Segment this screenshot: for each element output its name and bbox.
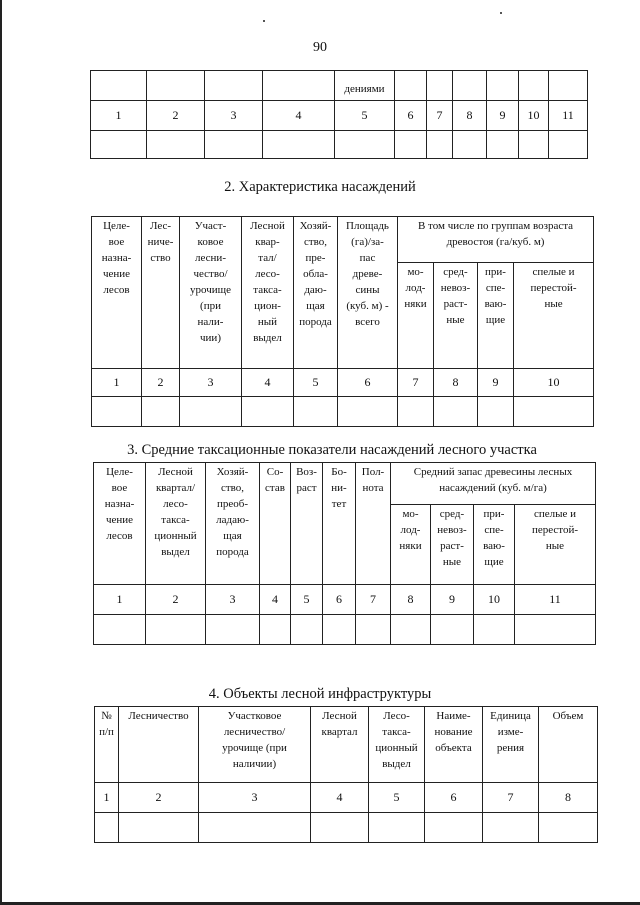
header-forestry: Лес- ниче- ство [142, 217, 180, 369]
header-object-name: Наиме- нование объекта [425, 707, 483, 783]
data-cell [260, 615, 291, 645]
table-3-taxation-indicators [93, 462, 596, 645]
header-volume: Объем [539, 707, 598, 783]
column-number: 6 [338, 369, 398, 397]
column-number: 9 [487, 101, 519, 131]
header-district-forestry: Участковое лесничество/ урочище (при наличии) [199, 707, 311, 783]
section-2-title: 2. Характеристика насаждений [224, 179, 416, 195]
header-cell [427, 71, 453, 101]
table-row-numbers [91, 101, 588, 131]
table-row-numbers [95, 783, 598, 813]
data-cell [146, 615, 206, 645]
header-density: Пол- нота [356, 463, 391, 585]
header-mature: спелые и перестой- ные [514, 263, 594, 369]
data-cell [291, 615, 323, 645]
data-cell [263, 131, 335, 159]
column-number: 4 [311, 783, 369, 813]
column-number: 1 [92, 369, 142, 397]
scan-speck [500, 12, 502, 14]
data-cell [427, 131, 453, 159]
data-cell [398, 397, 434, 427]
column-number: 1 [91, 101, 147, 131]
data-cell [519, 131, 549, 159]
header-ripening: при- спе- ваю- щие [478, 263, 514, 369]
header-young: мо- лод- няки [398, 263, 434, 369]
column-number: 6 [425, 783, 483, 813]
data-cell [91, 131, 147, 159]
data-cell [515, 615, 596, 645]
header-quarter: Лесной квартал [311, 707, 369, 783]
table-row-empty [95, 813, 598, 843]
column-number: 8 [391, 585, 431, 615]
header-average-stock: Средний запас древесины лесных насаждений (куб. м/га) [391, 463, 596, 505]
column-number: 8 [539, 783, 598, 813]
header-cell [487, 71, 519, 101]
column-number: 3 [206, 585, 260, 615]
column-number: 3 [180, 369, 242, 397]
column-number: 10 [514, 369, 594, 397]
column-number: 4 [263, 101, 335, 131]
data-cell [205, 131, 263, 159]
section-3-title: 3. Средние таксационные показатели насаждений лесного участка [127, 442, 537, 458]
column-number: 8 [453, 101, 487, 131]
data-cell [311, 813, 369, 843]
page-number: 90 [313, 40, 327, 55]
header-taxation-unit: Лесо- такса- ционный выдел [369, 707, 425, 783]
data-cell [425, 813, 483, 843]
data-cell [142, 397, 180, 427]
data-cell [94, 615, 146, 645]
header-cell [395, 71, 427, 101]
header-age: Воз- раст [291, 463, 323, 585]
data-cell [478, 397, 514, 427]
table-4-infrastructure [94, 706, 598, 843]
header-ripening: при- спе- ваю- щие [474, 505, 515, 585]
data-cell [323, 615, 356, 645]
header-target-purpose: Целе- вое назна- чение лесов [92, 217, 142, 369]
header-quarter: Лесной квартал/ лесо- такса- ционный выдел [146, 463, 206, 585]
column-number: 5 [369, 783, 425, 813]
header-composition: Со- став [260, 463, 291, 585]
column-number: 3 [199, 783, 311, 813]
table-row-empty [94, 615, 596, 645]
header-cell [549, 71, 588, 101]
header-target-purpose: Целе- вое назна- чение лесов [94, 463, 146, 585]
column-number: 7 [356, 585, 391, 615]
header-number: № п/п [95, 707, 119, 783]
column-number: 7 [427, 101, 453, 131]
data-cell [294, 397, 338, 427]
data-cell [242, 397, 294, 427]
header-cell [205, 71, 263, 101]
column-number: 11 [515, 585, 596, 615]
data-cell [487, 131, 519, 159]
section-4-title: 4. Объекты лесной инфраструктуры [208, 686, 432, 702]
column-number: 4 [242, 369, 294, 397]
column-number: 6 [323, 585, 356, 615]
column-number: 2 [119, 783, 199, 813]
table-row-numbers [92, 369, 594, 397]
data-cell [92, 397, 142, 427]
column-number: 8 [434, 369, 478, 397]
data-cell [199, 813, 311, 843]
header-cell [147, 71, 205, 101]
header-cell [519, 71, 549, 101]
data-cell [434, 397, 478, 427]
data-cell [356, 615, 391, 645]
table-1-continuation [90, 70, 588, 159]
table-row-empty [91, 131, 588, 159]
header-young: мо- лод- няки [391, 505, 431, 585]
column-number: 5 [335, 101, 395, 131]
header-species: Хозяй- ство, пре- обла- даю- щая порода [294, 217, 338, 369]
column-number: 9 [478, 369, 514, 397]
column-number: 5 [291, 585, 323, 615]
data-cell [395, 131, 427, 159]
header-mature: спелые и перестой- ные [515, 505, 596, 585]
data-cell [483, 813, 539, 843]
header-quarter: Лесной квар- тал/ лесо- такса- цион- ный выдел [242, 217, 294, 369]
data-cell [431, 615, 474, 645]
column-number: 2 [142, 369, 180, 397]
table-row-empty [92, 397, 594, 427]
data-cell [335, 131, 395, 159]
column-number: 1 [95, 783, 119, 813]
data-cell [391, 615, 431, 645]
data-cell [514, 397, 594, 427]
column-number: 4 [260, 585, 291, 615]
header-cell [263, 71, 335, 101]
data-cell [119, 813, 199, 843]
header-unit: Единица изме- рения [483, 707, 539, 783]
header-bonitet: Бо- ни- тет [323, 463, 356, 585]
data-cell [147, 131, 205, 159]
header-district-forestry: Участ- ковое лесни- чество/ урочище (при нали- чии) [180, 217, 242, 369]
column-number: 2 [146, 585, 206, 615]
column-number: 1 [94, 585, 146, 615]
header-cell [91, 71, 147, 101]
data-cell [206, 615, 260, 645]
table-2-plantations [91, 216, 594, 427]
column-number: 11 [549, 101, 588, 131]
header-cell-5: дениями [335, 71, 395, 101]
data-cell [474, 615, 515, 645]
header-middle-aged: сред- невоз- раст- ные [431, 505, 474, 585]
header-area: Площадь (га)/за- пас древе- сины (куб. м) - всего [338, 217, 398, 369]
data-cell [369, 813, 425, 843]
column-number: 3 [205, 101, 263, 131]
column-number: 5 [294, 369, 338, 397]
header-cell [453, 71, 487, 101]
column-number: 2 [147, 101, 205, 131]
column-number: 10 [519, 101, 549, 131]
header-middle-aged: сред- невоз- раст- ные [434, 263, 478, 369]
header-forestry: Лесничество [119, 707, 199, 783]
column-number: 7 [483, 783, 539, 813]
column-number: 6 [395, 101, 427, 131]
data-cell [95, 813, 119, 843]
data-cell [453, 131, 487, 159]
data-cell [180, 397, 242, 427]
header-age-groups: В том числе по группам возраста древостоя (га/куб. м) [398, 217, 594, 263]
data-cell [338, 397, 398, 427]
scan-speck [263, 20, 265, 22]
column-number: 7 [398, 369, 434, 397]
data-cell [549, 131, 588, 159]
column-number: 10 [474, 585, 515, 615]
data-cell [539, 813, 598, 843]
header-species: Хозяй- ство, преоб- ладаю- щая порода [206, 463, 260, 585]
column-number: 9 [431, 585, 474, 615]
table-row-numbers [94, 585, 596, 615]
